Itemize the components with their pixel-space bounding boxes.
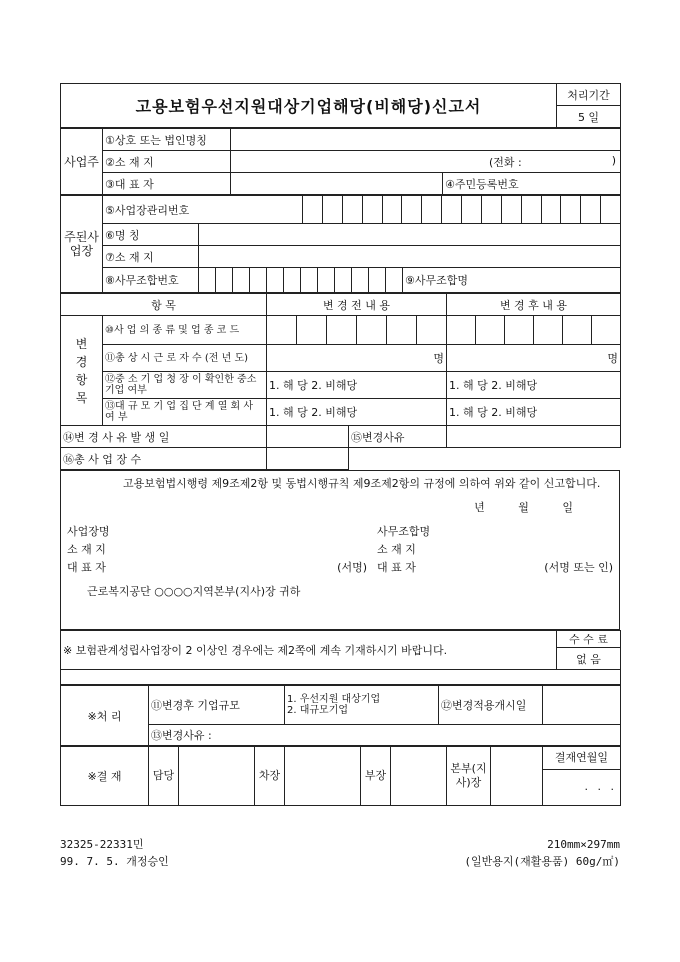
left-sign: (서명) [337,561,367,574]
note-text: ※ 보험관계성립사업장이 2 이상인 경우에는 제2쪽에 계속 기재하시기 바랍니다. [61,631,557,670]
main-site-section-label: 주된사업장 [61,196,103,293]
site-address-field[interactable] [199,246,621,268]
row11-unit-before: 명 [433,352,444,365]
scale-options[interactable] [285,686,439,725]
phone-label: (전화 : [488,155,522,169]
approval-c4-field[interactable] [491,747,543,806]
form-footer [60,836,620,870]
approval-c1: 담당 [149,747,179,806]
business-address-label: ②소 재 지 [103,151,231,173]
site-name-label: ⑥명 칭 [103,224,199,246]
union-no-field[interactable] [199,268,403,293]
row11-after-field[interactable] [447,345,621,372]
row11-label: ⑪총 상 시 근 로 자 수 (전 년 도) [103,345,267,372]
addressee: 근로복지공단 ○○○○지역본부(지사)장 귀하 [87,585,301,598]
row14-label: ⑭변 경 사 유 발 생 일 [61,426,267,448]
changes-section [60,293,621,470]
report-form [60,83,620,806]
row11-unit-after: 명 [607,352,618,365]
business-section [60,128,621,195]
declaration-text: 고용보험법시행령 제9조제2항 및 동법시행규칙 제9조제2항의 규정에 의하여 위와 같이 신고합니다. [123,477,601,490]
row12-after-options[interactable]: 1. 해 당 2. 비해당 [447,372,621,399]
scale-label: ⑪변경후 기업규모 [149,686,285,725]
apply-date-field[interactable] [543,686,621,725]
union-name-label: ⑨사무조합명 [403,268,621,293]
site-address-label: ⑦소 재 지 [103,246,199,268]
approval-c2-field[interactable] [285,747,361,806]
rep-label: ③대 표 자 [103,173,231,195]
business-name-label: ①상호 또는 법인명칭 [103,129,231,151]
processing-period-value: 5 일 [557,106,621,128]
row14-field[interactable] [267,426,349,448]
site-name-field[interactable] [199,224,621,246]
row13-label: ⑬대 규 모 기 업 집 단 계 열 회 사 여 부 [103,399,267,426]
form-title: 고용보험우선지원대상기업해당(비해당)신고서 [61,84,557,128]
mgmt-no-field[interactable] [303,196,621,224]
paper-type: (일반용지(재활용품) 60g/㎡) [464,855,620,868]
row13-before-options[interactable]: 1. 해 당 2. 비해당 [267,399,447,426]
note-section [60,630,621,685]
row10-after-field[interactable] [447,316,621,345]
right-name-label: 사무조합명 [377,525,431,538]
processing-section [60,685,621,746]
processing-label: ※처 리 [61,686,149,746]
scale-opt1: 1. 우선지원 대상기업 [287,694,381,705]
row11-before-field[interactable] [267,345,447,372]
left-name-label: 사업장명 [67,525,110,538]
scale-opt2: 2. 대규모기업 [287,705,349,716]
row16-field[interactable] [267,448,349,470]
approval-c3-field[interactable] [391,747,447,806]
row12-label: ⑫중 소 기 업 청 장 이 확인한 중소기업 여부 [103,372,267,399]
approval-date-value[interactable]: . . . [584,780,614,793]
business-section-label: 사업주 [61,129,103,195]
row10-before-field[interactable] [267,316,447,345]
header-after: 변 경 후 내 용 [447,294,621,316]
approval-c2: 차장 [255,747,285,806]
right-rep-label: 대 표 자 [377,561,416,574]
phone-close: ) [611,153,617,167]
header-item: 항 목 [61,294,267,316]
approval-c1-field[interactable] [179,747,255,806]
header-before: 변 경 전 내 용 [267,294,447,316]
declaration-date: 년 월 일 [474,501,573,514]
row10-label: ⑩사 업 의 종 류 및 업 종 코 드 [103,316,267,345]
row13-after-options[interactable]: 1. 해 당 2. 비해당 [447,399,621,426]
row16-blank [349,448,621,470]
apply-date-label: ⑫변경적용개시일 [439,686,543,725]
union-no-label: ⑧사무조합번호 [103,268,199,293]
right-addr-label: 소 재 지 [377,543,416,556]
rep-field[interactable] [231,173,443,195]
fee-label: 수 수 료 [557,631,621,648]
approval-date-label: 결재연월일 [543,747,620,770]
main-site-section [60,195,621,293]
declaration-section [60,470,620,630]
left-rep-label: 대 표 자 [67,561,106,574]
processing-period-label: 처리기간 [557,84,621,106]
left-addr-label: 소 재 지 [67,543,106,556]
reason-label: ⑬변경사유 : [149,725,621,746]
approval-c3: 부장 [361,747,391,806]
row15-label: ⑮변경사유 [349,426,447,448]
paper-size: 210mm×297mm [547,838,620,851]
approval-note: 99. 7. 5. 개정승인 [60,855,169,868]
row15-field[interactable] [447,426,621,448]
business-address-field[interactable] [231,151,621,173]
rrn-label: ④주민등록번호 [443,173,621,195]
approval-c4: 본부(지사)장 [447,747,491,806]
row16-label: ⑯총 사 업 장 수 [61,448,267,470]
fee-value: 없 음 [557,648,621,670]
business-name-field[interactable] [231,129,621,151]
approval-label: ※결 재 [61,747,149,806]
title-table [60,83,621,128]
changes-section-label: 변경항목 [61,316,103,426]
right-sign: (서명 또는 인) [544,561,613,574]
row12-before-options[interactable]: 1. 해 당 2. 비해당 [267,372,447,399]
form-number: 32325-22331민 [60,838,144,851]
mgmt-no-label: ⑤사업장관리번호 [103,196,303,224]
approval-section [60,746,621,806]
